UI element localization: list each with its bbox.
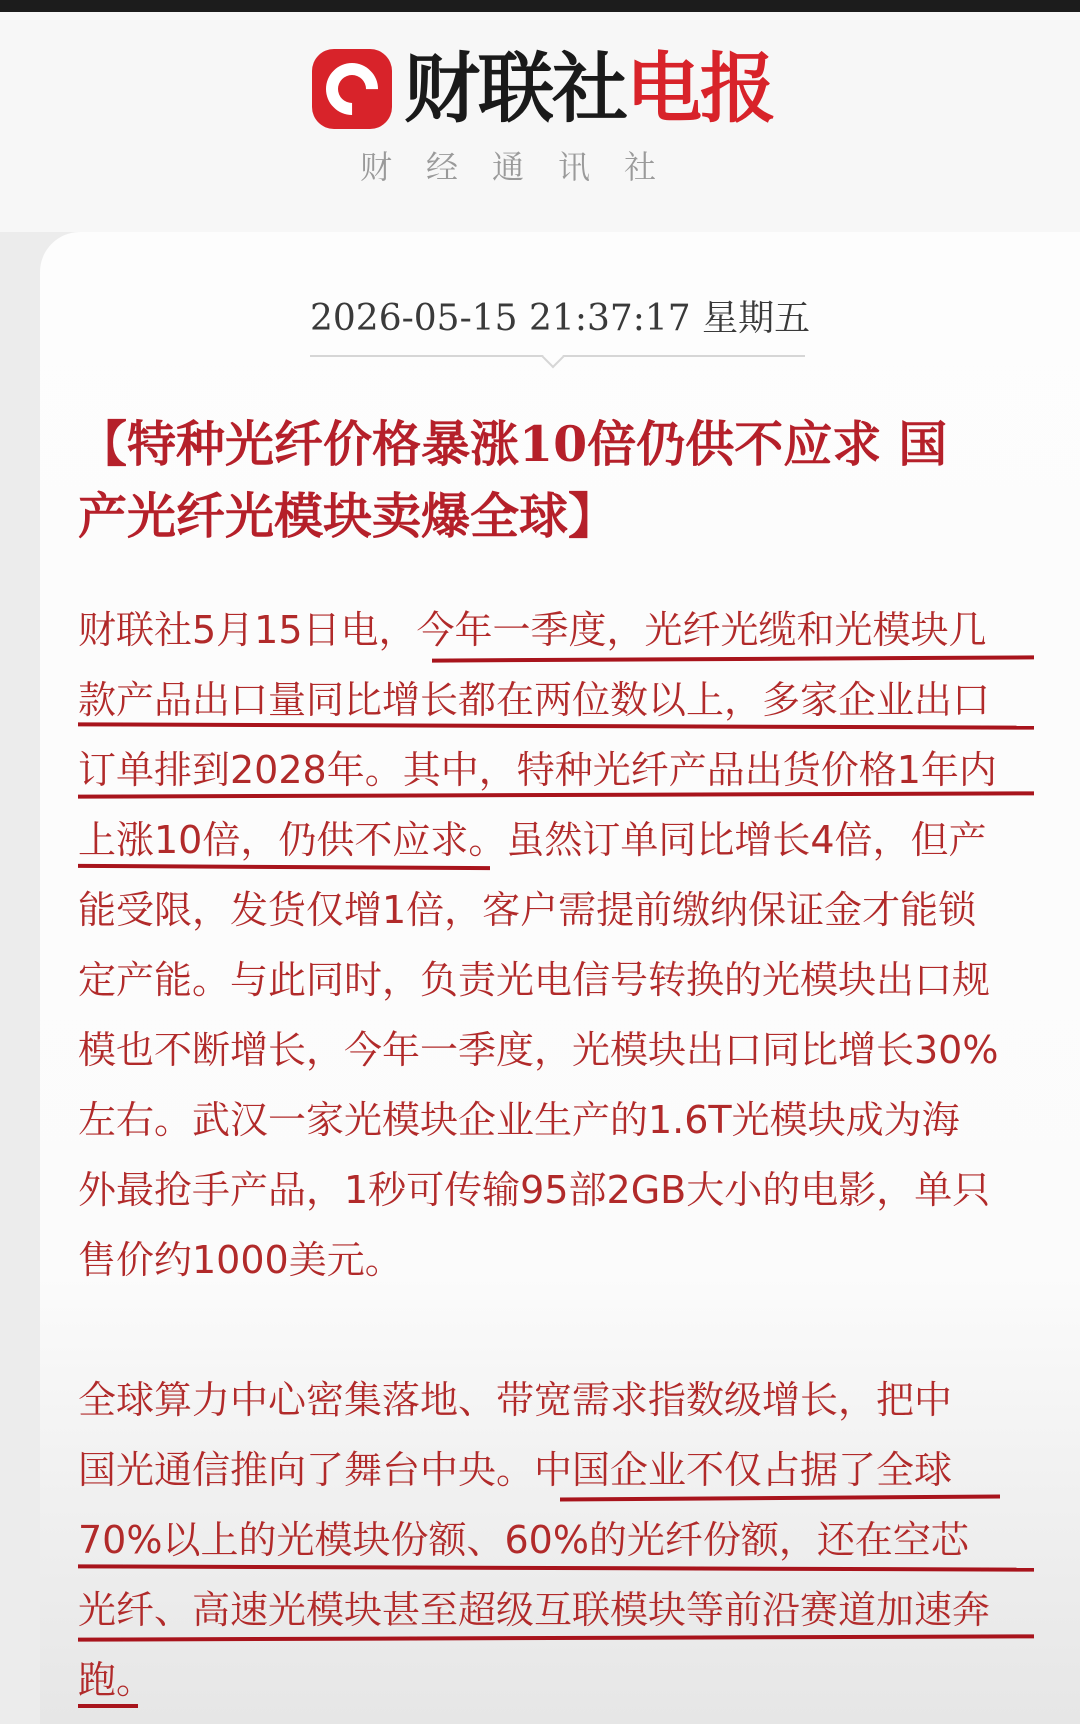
cls-logo-icon [312,49,392,129]
headline-line: 产光纤光模块卖爆全球】 [78,487,618,545]
highlight-underline [78,1704,138,1708]
paragraph-line: 70%以上的光模块份额、60%的光纤份额，还在空芯 [78,1518,969,1562]
paragraph-line: 模也不断增长，今年一季度，光模块出口同比增长30% [78,1028,999,1072]
brand-suffix: 电报 [626,44,774,133]
paragraph-line: 售价约1000美元。 [78,1238,403,1282]
paragraph-line: 光纤、高速光模块甚至超级互联模块等前沿赛道加速奔 [78,1588,991,1632]
paragraph-line: 订单排到2028年。其中，特种光纤产品出货价格1年内 [78,748,997,792]
paragraph-line: 能受限，发货仅增1倍，客户需提前缴纳保证金才能锁 [78,888,977,932]
paragraph-line: 外最抢手产品，1秒可传输95部2GB大小的电影，单只 [78,1168,991,1212]
paragraph-line: 定产能。与此同时，负责光电信号转换的光模块出口规 [78,958,991,1002]
brand-header [0,12,1080,232]
paragraph-line: 款产品出口量同比增长都在两位数以上，多家企业出口 [78,678,991,722]
headline-line: 【特种光纤价格暴涨10倍仍供不应求 国 [78,415,948,473]
article-timestamp: 2026-05-15 21:37:17 星期五 [310,298,811,339]
brand-name: 财联社 [404,44,626,133]
top-dark-strip [0,0,1080,12]
brand-tagline: 财经通讯社 [360,148,691,186]
paragraph-line: 国光通信推向了舞台中央。中国企业不仅占据了全球 [78,1448,953,1492]
brand-logo [312,44,774,134]
paragraph-line: 上涨10倍，仍供不应求。虽然订单同比增长4倍，但产 [78,818,987,862]
paragraph-line: 左右。武汉一家光模块企业生产的1.6T光模块成为海 [78,1098,960,1142]
paragraph-line: 跑。 [78,1658,155,1702]
paragraph-line: 全球算力中心密集落地、带宽需求指数级增长，把中 [78,1378,953,1422]
article-headline [78,408,1038,552]
paragraph-line: 财联社5月15日电，今年一季度，光纤光缆和光模块几 [78,608,987,652]
